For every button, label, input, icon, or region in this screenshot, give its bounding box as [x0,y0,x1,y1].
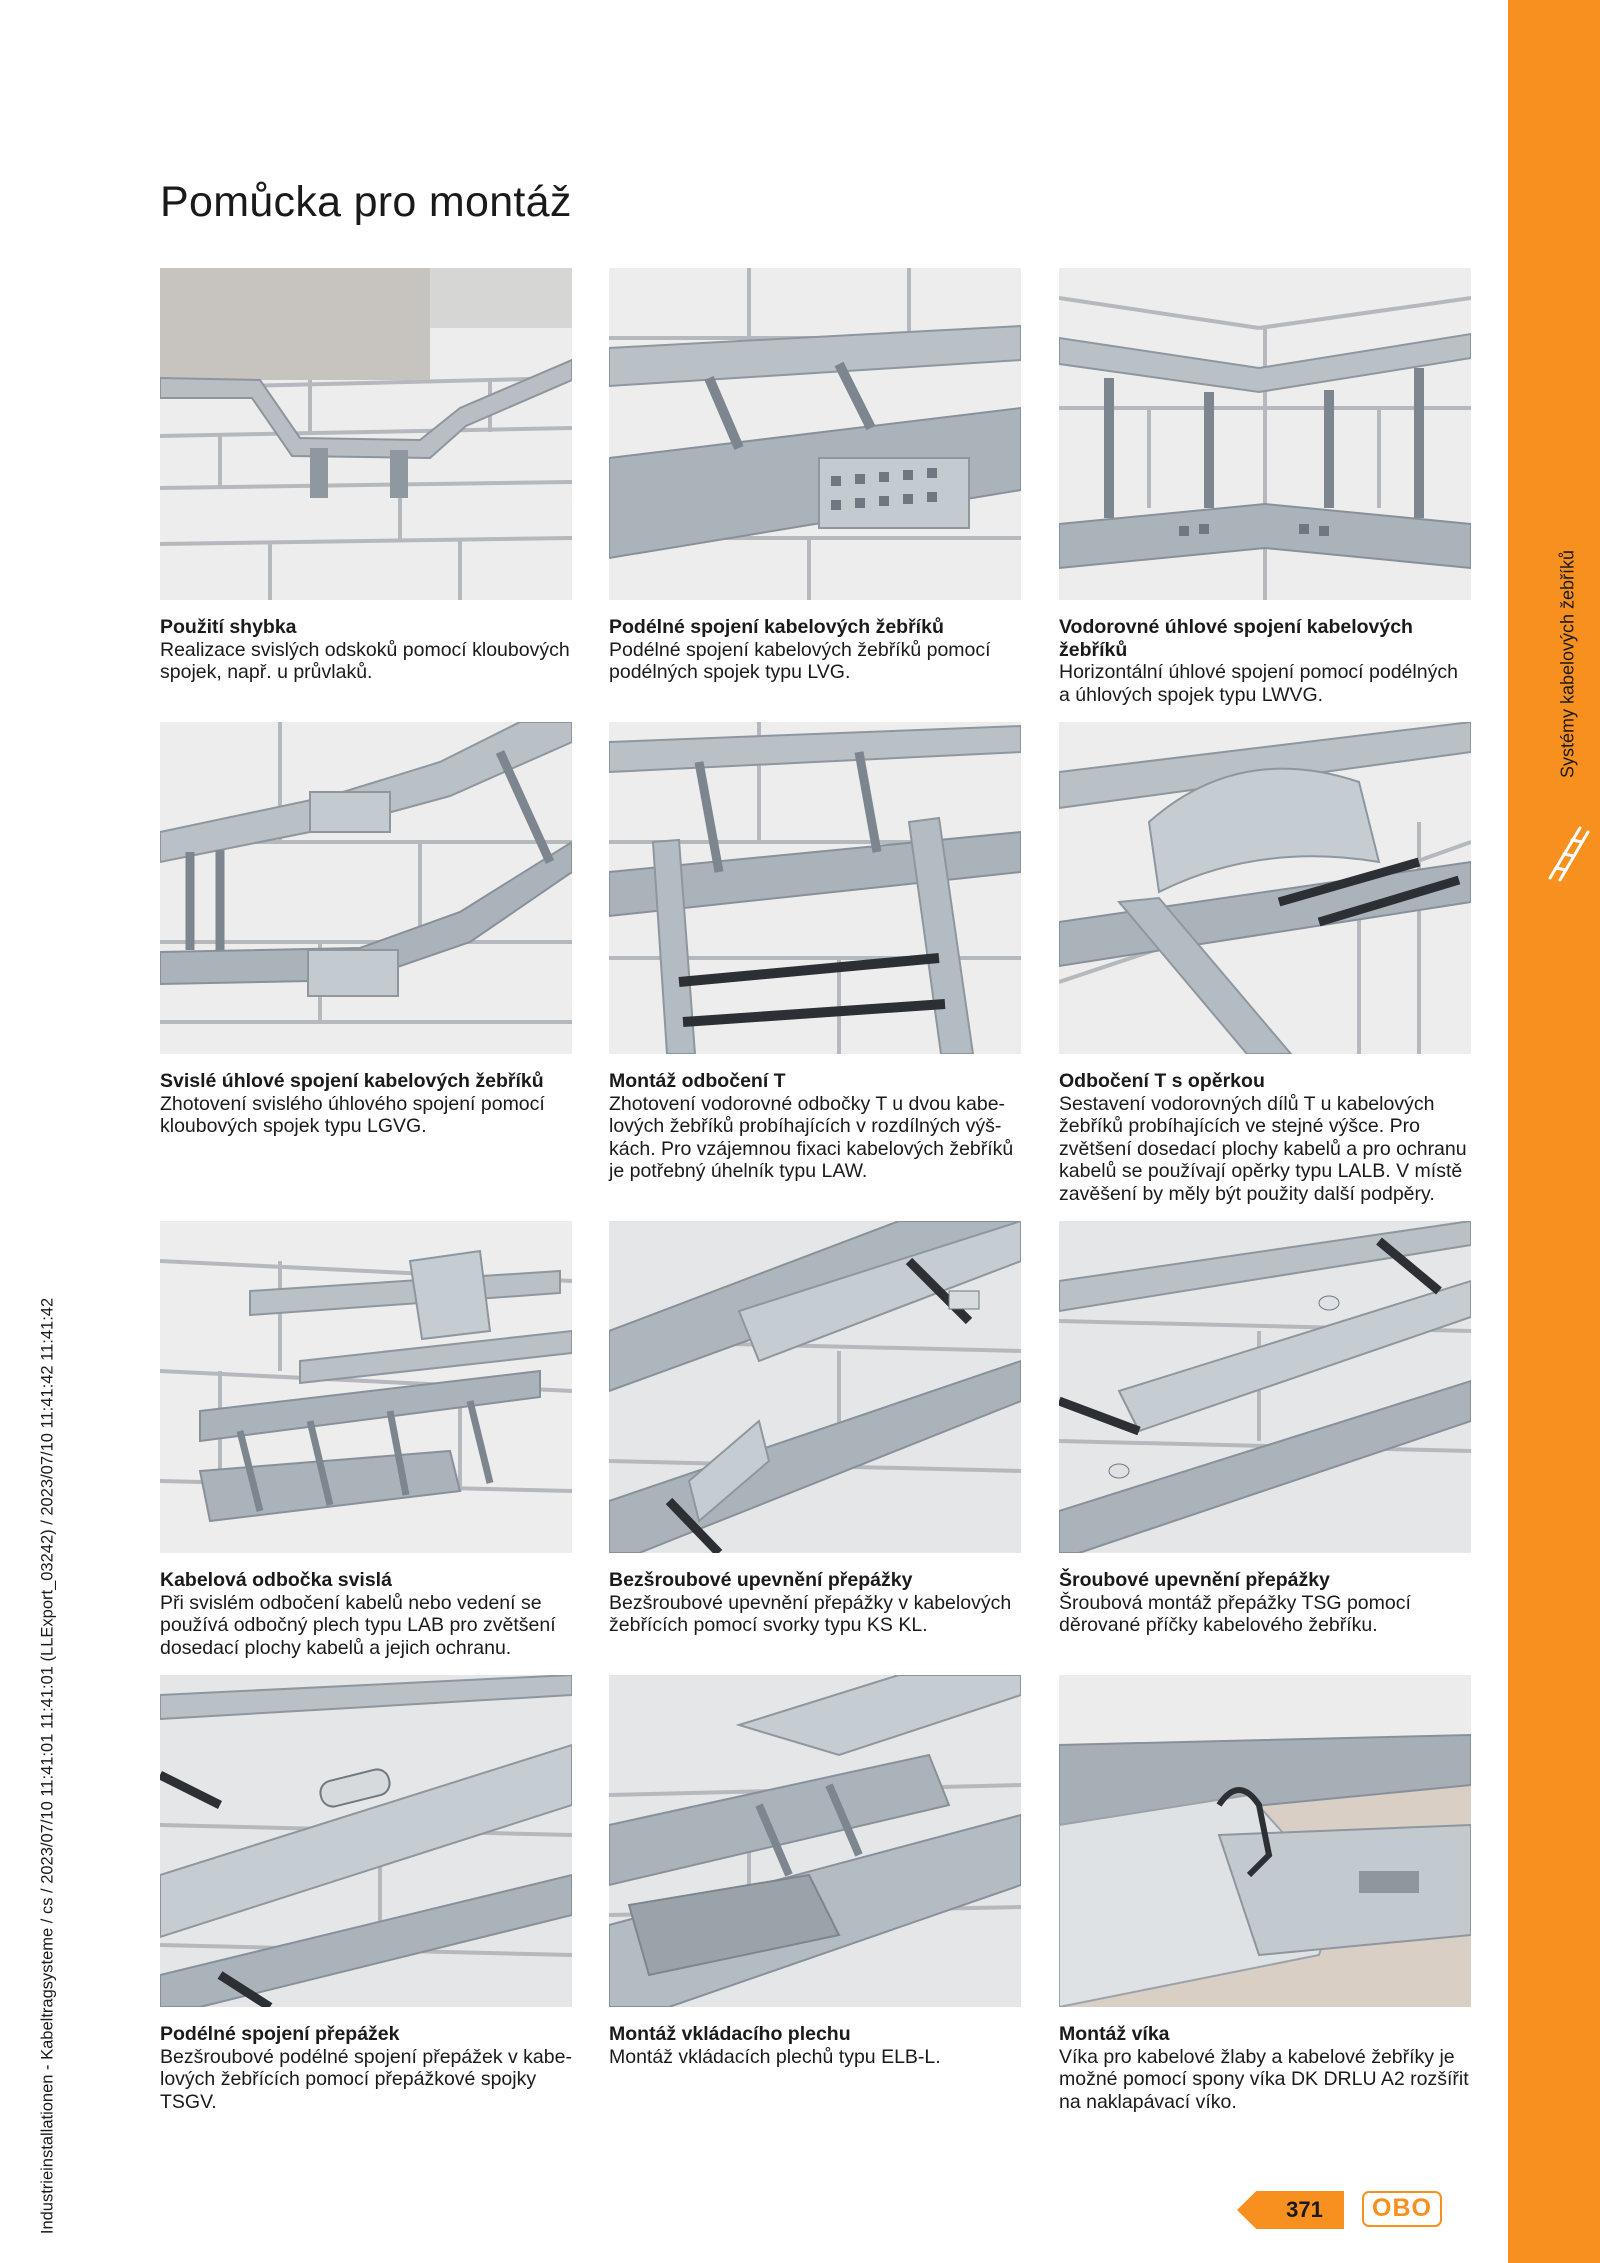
tile-description: Víka pro kabelové žlaby a kabelové žebříky je možné pomocí spony víka DK DRLU A2 rozšířit na naklapávací víko. [1059,2045,1469,2113]
tile-description: Bezšroubové upevnění přepážky v kabelových žebřících pomocí svorky typu KS KL. [609,1591,1012,1636]
tile-cover-assembly [1059,1675,1471,2113]
tile-description: Bezšroubové podélné spojení přepážek v kabe- lových žebřících pomocí přepážkové spojky TSGV. [160,2045,572,2113]
tile-description: Při svislém odbočení kabelů nebo vedení se používá odbočný plech typu LAB pro zvětšení dosedací plochy kabelů a jejich ochranu. [160,1591,556,1659]
obo-logo: OBO [1362,2191,1442,2227]
product-photo [609,1675,1021,2007]
page-number: 371 [1286,2197,1323,2222]
tile-title: Bezšroubové upevnění přepážky [609,1569,913,1591]
page-title: Pomůcka pro montáž [160,178,572,226]
tile-t-branch-support [1059,722,1471,1205]
tile-screwless-divider [609,1221,1021,1637]
export-info: Industrieinstallationen - Kabeltragsysteme / cs / 2023/07/10 11:41:01 11:41:01 (LLExport_03242) / 2023/07/10 11:41:42 11:41:42 [38,1297,57,2235]
tile-title: Šroubové upevnění přepážky [1059,1569,1330,1591]
tile-longitudinal-ladder-joint [609,268,1021,684]
tile-description: Horizontální úhlové spojení pomocí podélných a úhlových spojek typu LWVG. [1059,661,1458,706]
product-photo [160,722,572,1054]
tile-screw-divider [1059,1221,1471,1637]
tile-insert-sheet [609,1675,1021,2068]
tile-title: Kabelová odbočka svislá [160,1569,392,1591]
tile-description: Podélné spojení kabelových žebříků pomocí podélných spojek typu LVG. [609,638,991,683]
product-photo [1059,1675,1471,2007]
tile-horizontal-angle-joint [1059,268,1471,706]
tile-vertical-cable-branch [160,1221,572,1659]
tile-title: Vodorovné úhlové spojení kabelových žebříků [1059,616,1413,661]
tile-title: Montáž odbočení T [609,1070,786,1092]
product-photo [609,1221,1021,1553]
product-photo [160,1221,572,1553]
product-photo [609,722,1021,1054]
tile-description: Montáž vkládacích plechů typu ELB-L. [609,2045,941,2068]
tile-description: Realizace svislých odskoků pomocí kloubových spojek, např. u průvlaků. [160,638,570,683]
product-photo [609,268,1021,600]
product-photo [1059,268,1471,600]
tile-description: Zhotovení svislého úhlového spojení pomocí kloubových spojek typu LGVG. [160,1092,545,1137]
tile-divider-longitudinal-joint [160,1675,572,2113]
tile-title: Použití shybka [160,616,297,638]
product-photo [160,268,572,600]
tile-description: Sestavení vodorovných dílů T u kabelových žebříků probíhajících ve stejné výšce. Pro zvětšení dosedací plochy kabelů a pro ochranu kabelů se používají opěrky typu LALB. V místě zavěšení by měly být použity další podpěry. [1059,1092,1467,1205]
product-photo [1059,1221,1471,1553]
tile-description: Zhotovení vodorovné odbočky T u dvou kabe- lových žebříků probíhajících v rozdílných výš- kách. Pro vzájemnou fixaci kabelových žebříků je potřebný úhelník typu LAW. [609,1092,1014,1182]
section-label: Systémy kabelových žebříků [1557,549,1578,779]
tile-vertical-angle-joint [160,722,572,1138]
tile-vertical-offset [160,268,572,684]
tile-t-branch-assembly [609,722,1021,1183]
tile-title: Svislé úhlové spojení kabelových žebříků [160,1070,544,1092]
cable-ladder-icon [1544,822,1592,884]
orange-side-band [1508,0,1600,2263]
tile-description: Šroubová montáž přepážky TSG pomocí děrované příčky kabelového žebříku. [1059,1591,1411,1636]
tile-title: Odbočení T s opěrkou [1059,1070,1265,1092]
tile-title: Montáž víka [1059,2023,1170,2045]
product-photo [1059,722,1471,1054]
tile-title: Podélné spojení kabelových žebříků [609,616,944,638]
product-photo [160,1675,572,2007]
tile-title: Montáž vkládacího plechu [609,2023,851,2045]
tile-title: Podélné spojení přepážek [160,2023,400,2045]
